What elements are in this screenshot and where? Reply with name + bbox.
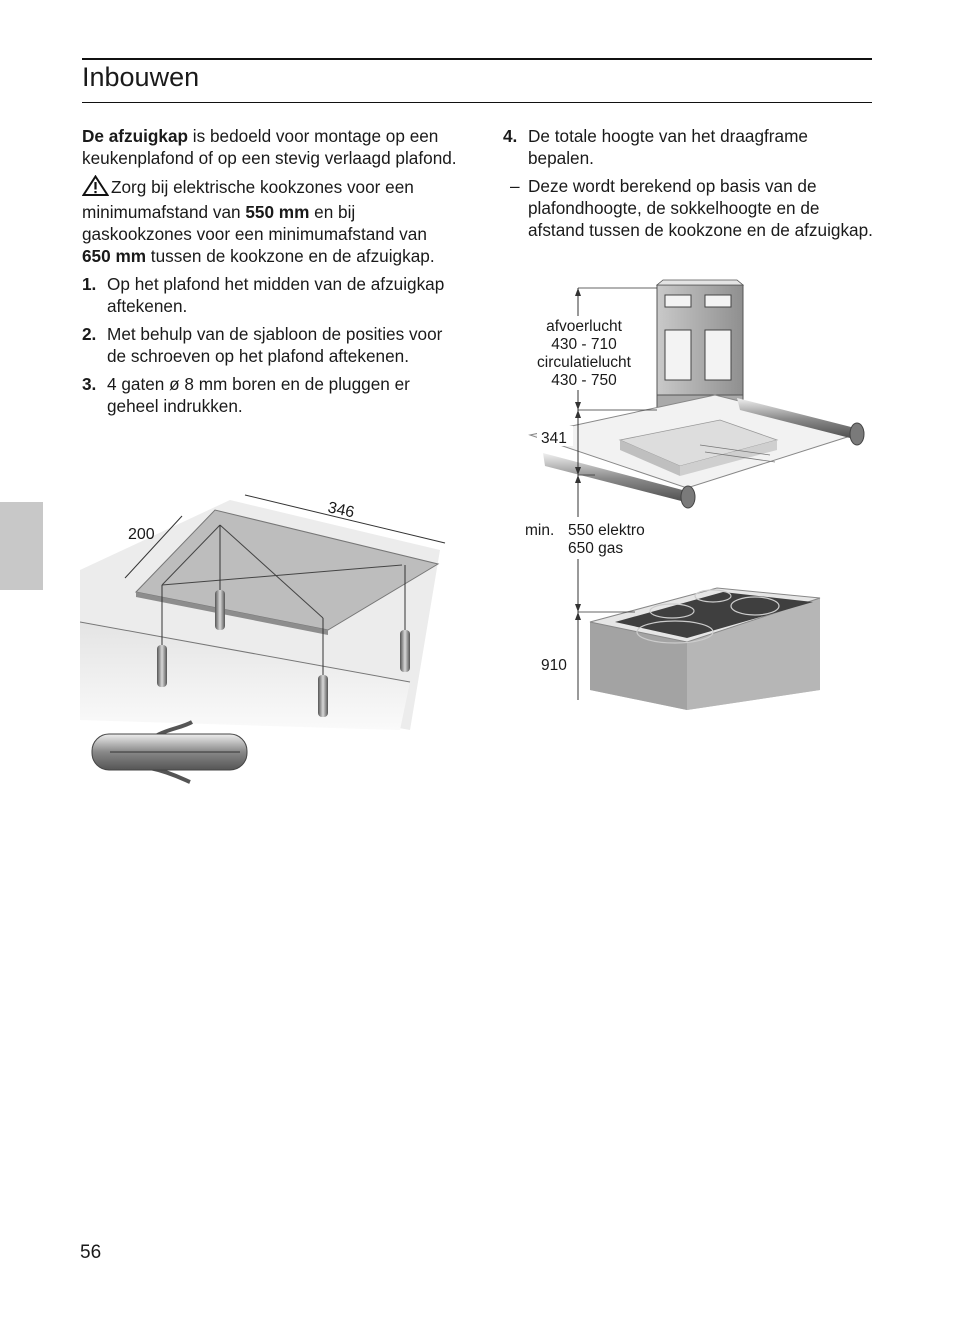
step-number: 1. [82, 274, 97, 294]
dimension-200: 200 [128, 526, 155, 543]
wall-plug [400, 630, 410, 672]
step-4 [503, 125, 873, 169]
min-distance-gas: 650 gas [568, 540, 624, 557]
wall-plug [157, 645, 167, 687]
warning-text-a: Zorg bij elektrische kookzones voor een minimumafstand van [82, 177, 414, 222]
label-exhaust-air: afvoerlucht [546, 318, 622, 335]
range-recirculation-air: 430 - 750 [551, 372, 617, 389]
wall-plug [215, 590, 225, 630]
intro-paragraph [82, 125, 457, 169]
dimension-341: 341 [541, 430, 567, 447]
step-number: 2. [82, 324, 97, 344]
page-title: Inbouwen [82, 62, 200, 92]
step-3 [82, 373, 457, 417]
warning-triangle-icon [82, 175, 109, 201]
warning-electric-distance: 550 mm [245, 202, 310, 222]
intro-bold: De afzuigkap [82, 126, 189, 146]
min-distance-electric: 550 elektro [568, 522, 645, 539]
step-number: 4. [503, 126, 518, 146]
hood-installation-diagram [515, 270, 875, 715]
warning-text-c: en bij gaskookzones voor een minimumafstand van [82, 202, 427, 244]
title-underline [82, 102, 872, 103]
step-text: De totale hoogte van het draagframe bepalen. [528, 126, 808, 168]
left-column [82, 125, 457, 423]
step-text: Op het plafond het midden van de afzuigkap aftekenen. [107, 274, 445, 316]
intro-text: is bedoeld voor montage op een keukenplafond of op een stevig verlaagd plafond. [82, 126, 457, 168]
label-recirculation-air: circulatielucht [537, 354, 631, 371]
dash-bullet: – [510, 176, 520, 196]
ceiling-drilling-diagram [80, 490, 460, 790]
hood-canopy [530, 395, 864, 508]
section-tab-marker [0, 502, 43, 590]
top-rule [82, 58, 872, 60]
step-2 [82, 323, 457, 367]
cooktop [590, 588, 820, 710]
step-text: 4 gaten ø 8 mm boren en de pluggen er geheel indrukken. [107, 374, 410, 416]
warning-text-e: tussen de kookzone en de afzuigkap. [146, 246, 435, 266]
page-number: 56 [80, 1242, 102, 1263]
dimension-910: 910 [541, 657, 567, 674]
step-text: Met behulp van de sjabloon de posities voor de schroeven op het plafond aftekenen. [107, 324, 443, 366]
warning-paragraph [82, 175, 457, 267]
dimension-346: 346 [326, 499, 356, 522]
min-label: min. [525, 522, 555, 539]
right-column [503, 125, 873, 241]
warning-gas-distance: 650 mm [82, 246, 147, 266]
step-1 [82, 273, 457, 317]
range-exhaust-air: 430 - 710 [551, 336, 617, 353]
wall-plug-detail [92, 722, 247, 782]
step-4-detail [504, 175, 873, 241]
wall-plug [318, 675, 328, 717]
step-number: 3. [82, 374, 97, 394]
step-4-detail-text: Deze wordt berekend op basis van de plafondhoogte, de sokkelhoogte en de afstand tussen de kookzone en de afzuigkap. [528, 176, 873, 240]
